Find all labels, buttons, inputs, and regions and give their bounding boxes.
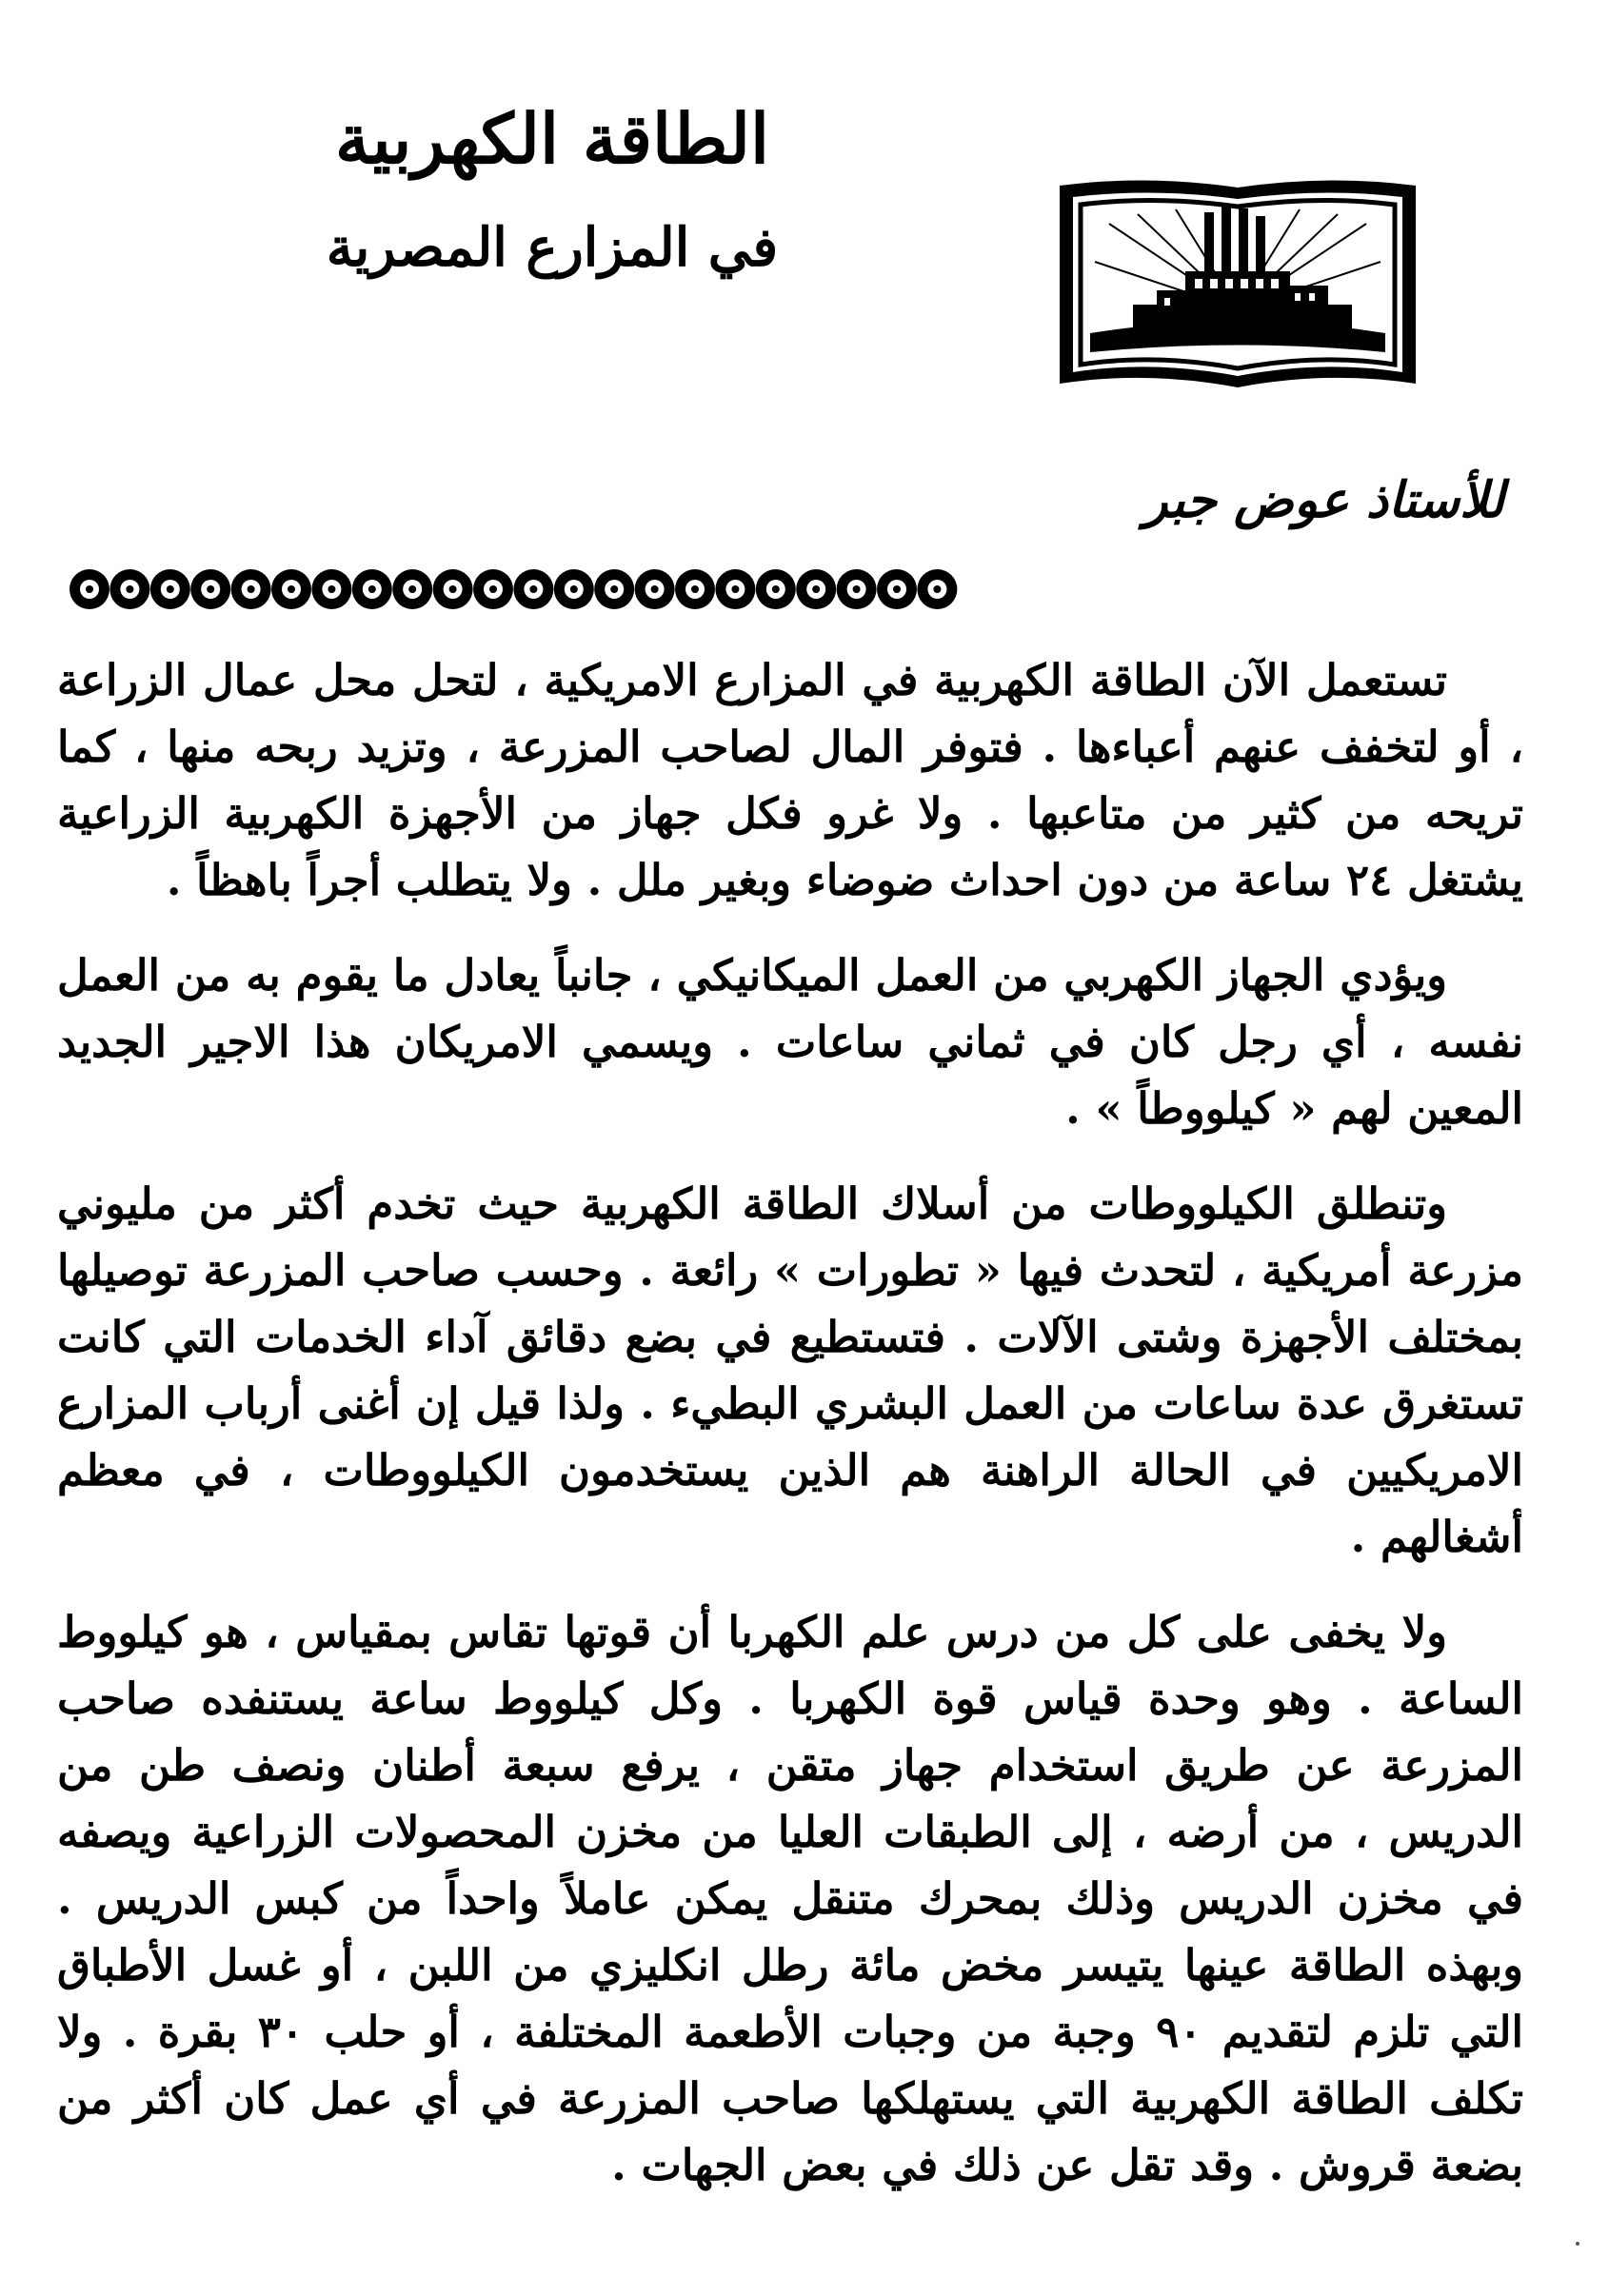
article-title: الطاقة الكهربية [334,98,769,179]
ornament-ring-center [248,585,255,593]
ornament-ring-center [651,585,659,593]
scan-speck [1576,2242,1579,2246]
paragraph: تستعمل الآن الطاقة الكهربية في المزارع الامريكية ، لتحل محل عمال الزراعة ، أو لتخفف عنهم أعباءها . فتوفر المال لصاحب المزرعة ، وتزيد ربحه منها ، كما تريحه من كثير من متاعبها . ولا غرو فكل جهاز من الأجهزة الكهربية الزراعية يشتغل ٢٤ ساعة من دون احداث ضوضاء وبغير ملل . ولا يتطلب أجراً باهظاً . [57,655,1523,905]
ornament-ring-center [893,585,901,593]
ornament-ring-center [86,585,93,593]
ornament-ring-center [368,585,376,593]
ornament-ring-center [610,585,618,593]
ornament-ring-center [529,585,537,593]
ornament-ring-center [167,585,174,593]
ornament-ring-center [853,585,861,593]
ornament-ring-center [812,585,820,593]
author-byline: للأستاذ عوض جبر [1143,471,1504,529]
ornament-ring-center [691,585,699,593]
ornament-ring-center [408,585,416,593]
ornament-ring-center [489,585,497,593]
ornament-ring-center [731,585,739,593]
ornament-ring-center [328,585,335,593]
power-plant-emblem [1052,167,1423,395]
article-body [57,647,1523,2199]
ornament-ring-center [933,585,941,593]
paragraph: وتنطلق الكيلووطات من أسلاك الطاقة الكهربية حيث تخدم أكثر من مليوني مزرعة أمريكية ، لتحدث فيها « تطورات » رائعة . وحسب صاحب المزرعة توصيلها بمختلف الأجهزة وشتى الآلات . فتستطيع في بضع دقائق آداء الخدمات التي كانت تستغرق عدة ساعات من العمل البشري البطيء . ولذا قيل إن أغنى أرباب المزارع الامريكيين في الحالة الراهنة هم الذين يستخدمون الكيلووطات ، في معظم أشغالهم . [57,1178,1524,1562]
ornament-ring-center [449,585,457,593]
ornament-ring-center [207,585,214,593]
ornament-ring-center [772,585,780,593]
ornament-ring-center [570,585,578,593]
decorative-divider [65,556,998,623]
title-block [286,100,819,277]
paragraph: ولا يخفى على كل من درس علم الكهربا أن قوتها تقاس بمقياس ، هو كيلووط الساعة . وهو وحدة قياس قوة الكهربا . وكل كيلووط ساعة يستنفده صاحب المزرعة عن طريق استخدام جهاز متقن ، يرفع سبعة أطنان ونصف طن من الدريس ، من أرضه ، إلى الطبقات العليا من مخزن المحصولات الزراعية ويصفه في مخزن الدريس وذلك بمحرك متنقل يمكن عاملاً واحداً من كبس الدريس . وبهذه الطاقة عينها يتيسر مخض مائة رطل انكليزي من اللبن ، أو غسل الأطباق التي تلزم لتقديم ٩٠ وجبة من وجبات الأطعمة المختلفة ، أو حلب ٣٠ بقرة . ولا تكلف الطاقة الكهربية التي يستهلكها صاحب المزرعة في أي عمل كان أكثر من بضعة قروش . وقد تقل عن ذلك في بعض الجهات . [57,1607,1523,2190]
ornament-ring-center [126,585,133,593]
ornament-ring-center [288,585,295,593]
paragraph: ويؤدي الجهاز الكهربي من العمل الميكانيكي ، جانباً يعادل ما يقوم به من العمل نفسه ، أي رجل كان في ثماني ساعات . ويسمي الامريكان هذا الاجير الجديد المعين لهم « كيلووطاً » . [57,950,1523,1134]
article-subtitle: في المزارع المصرية [326,215,779,279]
